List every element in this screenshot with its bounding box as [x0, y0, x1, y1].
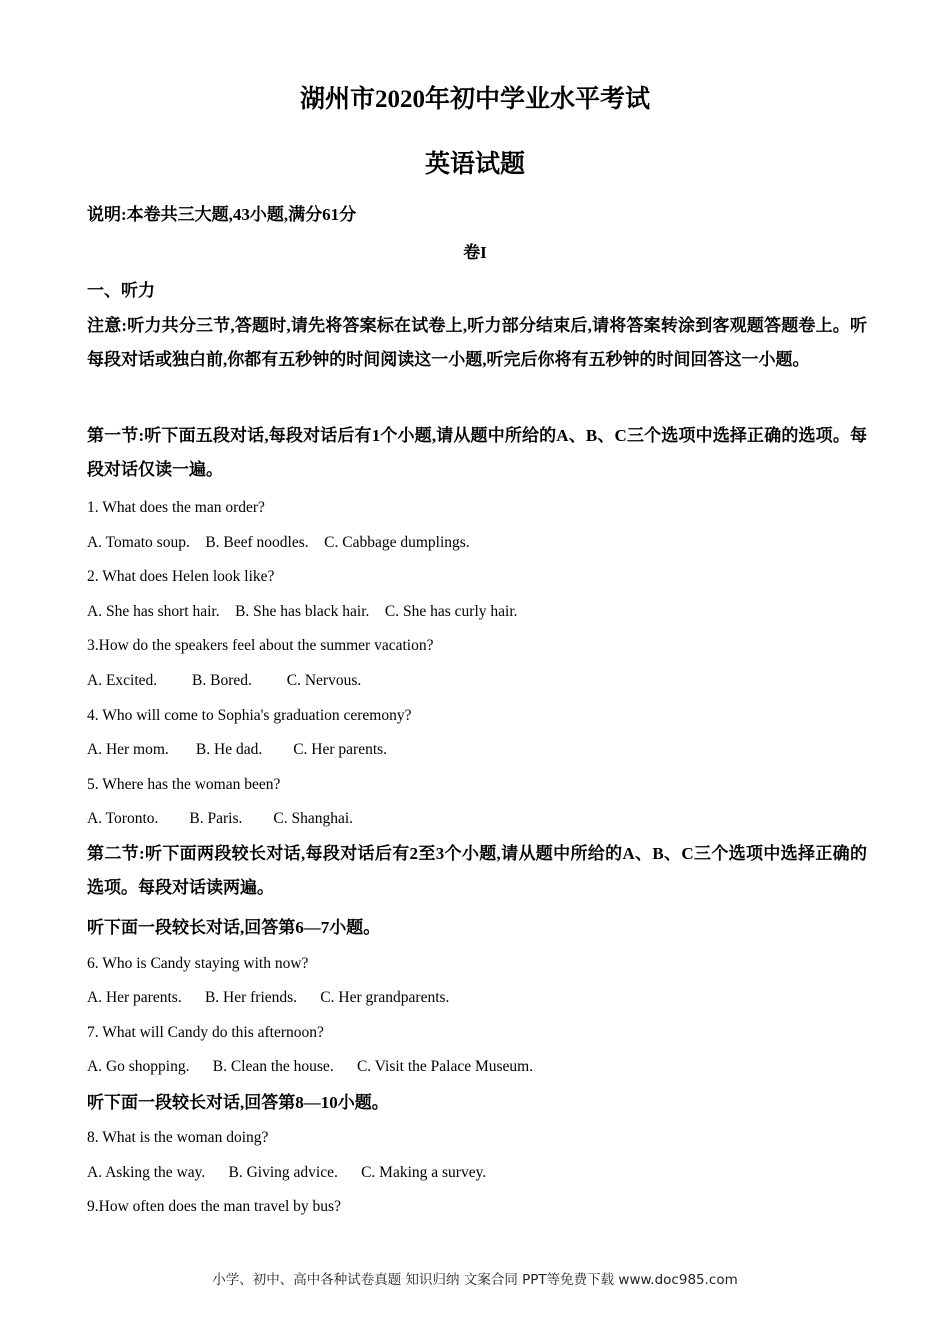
- question-4-options: A. Her mom. B. He dad. C. Her parents.: [87, 741, 388, 758]
- question-8-options: A. Asking the way. B. Giving advice. C. Making a survey.: [87, 1164, 487, 1181]
- question-2: 2. What does Helen look like?: [87, 568, 275, 585]
- question-3: 3.How do the speakers feel about the summer vacation?: [87, 637, 434, 654]
- dialog-2-heading: 听下面一段较长对话,回答第8—10小题。: [87, 1093, 389, 1112]
- page-footer: 小学、初中、高中各种试卷真题 知识归纳 文案合同 PPT等免费下载 www.doc985.com: [212, 1272, 738, 1288]
- question-5-options: A. Toronto. B. Paris. C. Shanghai.: [87, 810, 354, 827]
- question-7-options: A. Go shopping. B. Clean the house. C. Visit the Palace Museum.: [87, 1058, 534, 1075]
- question-8: 8. What is the woman doing?: [87, 1129, 269, 1146]
- question-1: 1. What does the man order?: [87, 499, 265, 516]
- question-7: 7. What will Candy do this afternoon?: [87, 1024, 324, 1041]
- question-5: 5. Where has the woman been?: [87, 776, 281, 793]
- question-3-options: A. Excited. B. Bored. C. Nervous.: [87, 672, 362, 689]
- exam-subtitle: 英语试题: [424, 151, 525, 178]
- volume-label: 卷I: [463, 243, 487, 262]
- part-heading: 一、听力: [87, 281, 155, 300]
- exam-title: 湖州市2020年初中学业水平考试: [299, 86, 650, 113]
- question-6-options: A. Her parents. B. Her friends. C. Her grandparents.: [87, 989, 450, 1006]
- question-4: 4. Who will come to Sophia's graduation ceremony?: [87, 707, 412, 724]
- section2-instructions: 第二节:听下面两段较长对话,每段对话后有2至3个小题,请从题中所给的A、B、C三个选项中选择正确的选项。每段对话读两遍。: [87, 844, 867, 897]
- section1-instructions: 第一节:听下面五段对话,每段对话后有1个小题,请从题中所给的A、B、C三个选项中选择正确的选项。每段对话仅读一遍。: [87, 426, 867, 479]
- question-6: 6. Who is Candy staying with now?: [87, 955, 309, 972]
- question-1-options: A. Tomato soup. B. Beef noodles. C. Cabbage dumplings.: [87, 534, 470, 551]
- question-9: 9.How often does the man travel by bus?: [87, 1198, 341, 1215]
- question-2-options: A. She has short hair. B. She has black hair. C. She has curly hair.: [87, 603, 518, 620]
- exam-note: 说明:本卷共三大题,43小题,满分61分: [87, 205, 357, 224]
- listening-notice: 注意:听力共分三节,答题时,请先将答案标在试卷上,听力部分结束后,请将答案转涂到客观题答题卷上。听每段对话或独白前,你都有五秒钟的时间阅读这一小题,听完后你将有五秒钟的时间回答这一小题。: [87, 316, 867, 369]
- dialog-1-heading: 听下面一段较长对话,回答第6—7小题。: [87, 918, 381, 937]
